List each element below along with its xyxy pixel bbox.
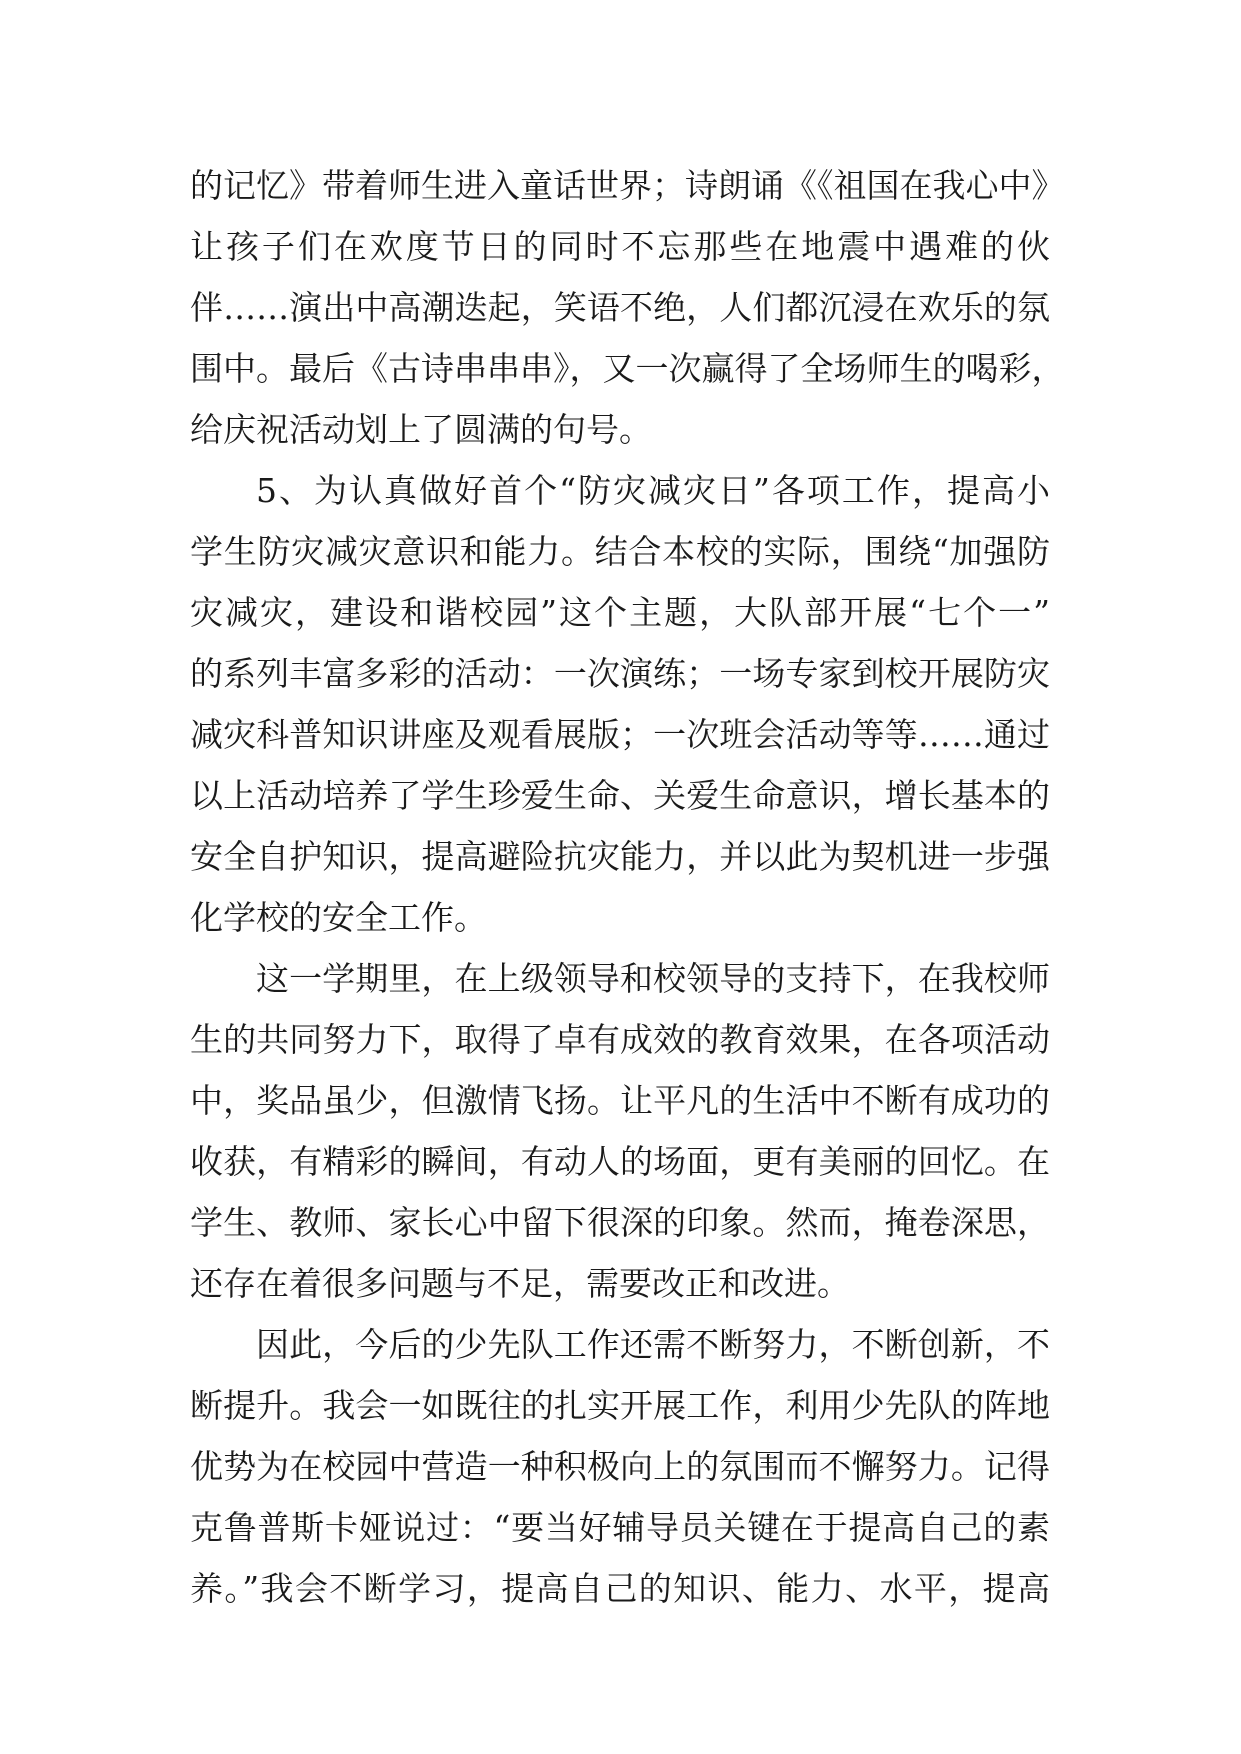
text-line: 养。”我会不断学习，提高自己的知识、能力、水平，提高 bbox=[190, 1569, 1050, 1608]
text-line: 的记忆》带着师生进入童话世界；诗朗诵《《祖国在我心中》 bbox=[190, 166, 1065, 205]
text-line: 学生防灾减灾意识和能力。结合本校的实际，围绕“加强防 bbox=[190, 532, 1050, 571]
text-line: 以上活动培养了学生珍爱生命、关爱生命意识，增长基本的 bbox=[190, 776, 1050, 815]
text-line: 伴……演出中高潮迭起，笑语不绝，人们都沉浸在欢乐的氛 bbox=[190, 288, 1050, 327]
text-line: 的系列丰富多彩的活动：一次演练；一场专家到校开展防灾 bbox=[190, 654, 1050, 693]
text-line: 中，奖品虽少，但激情飞扬。让平凡的生活中不断有成功的 bbox=[190, 1081, 1050, 1120]
text-line: 收获，有精彩的瞬间，有动人的场面，更有美丽的回忆。在 bbox=[190, 1142, 1050, 1181]
text-line: 断提升。我会一如既往的扎实开展工作，利用少先队的阵地 bbox=[190, 1386, 1050, 1425]
body-text bbox=[190, 155, 1065, 1619]
text-line: 让孩子们在欢度节日的同时不忘那些在地震中遇难的伙 bbox=[190, 227, 1050, 266]
text-line: 优势为在校园中营造一种积极向上的氛围而不懈努力。记得 bbox=[190, 1447, 1050, 1486]
text-line: 生的共同努力下，取得了卓有成效的教育效果，在各项活动 bbox=[190, 1020, 1050, 1059]
text-line: 克鲁普斯卡娅说过：“要当好辅导员关键在于提高自己的素 bbox=[190, 1508, 1050, 1547]
text-line: 化学校的安全工作。 bbox=[190, 898, 487, 937]
text-line: 还存在着很多问题与不足，需要改正和改进。 bbox=[190, 1264, 850, 1303]
paragraph-first-line: 5、为认真做好首个“防灾减灾日”各项工作，提高小 bbox=[256, 471, 1050, 510]
text-line: 围中。最后《古诗串串串》，又一次赢得了全场师生的喝彩， bbox=[190, 349, 1065, 388]
text-line: 安全自护知识，提高避险抗灾能力，并以此为契机进一步强 bbox=[190, 837, 1050, 876]
paragraph-first-line: 因此，今后的少先队工作还需不断努力，不断创新，不 bbox=[256, 1325, 1050, 1364]
text-line: 学生、教师、家长心中留下很深的印象。然而，掩卷深思， bbox=[190, 1203, 1050, 1242]
text-line: 灾减灾，建设和谐校园”这个主题，大队部开展“七个一” bbox=[190, 593, 1050, 632]
paragraph-first-line: 这一学期里，在上级领导和校领导的支持下，在我校师 bbox=[256, 959, 1050, 998]
text-line: 减灾科普知识讲座及观看展版；一次班会活动等等……通过 bbox=[190, 715, 1050, 754]
text-line: 给庆祝活动划上了圆满的句号。 bbox=[190, 410, 652, 449]
